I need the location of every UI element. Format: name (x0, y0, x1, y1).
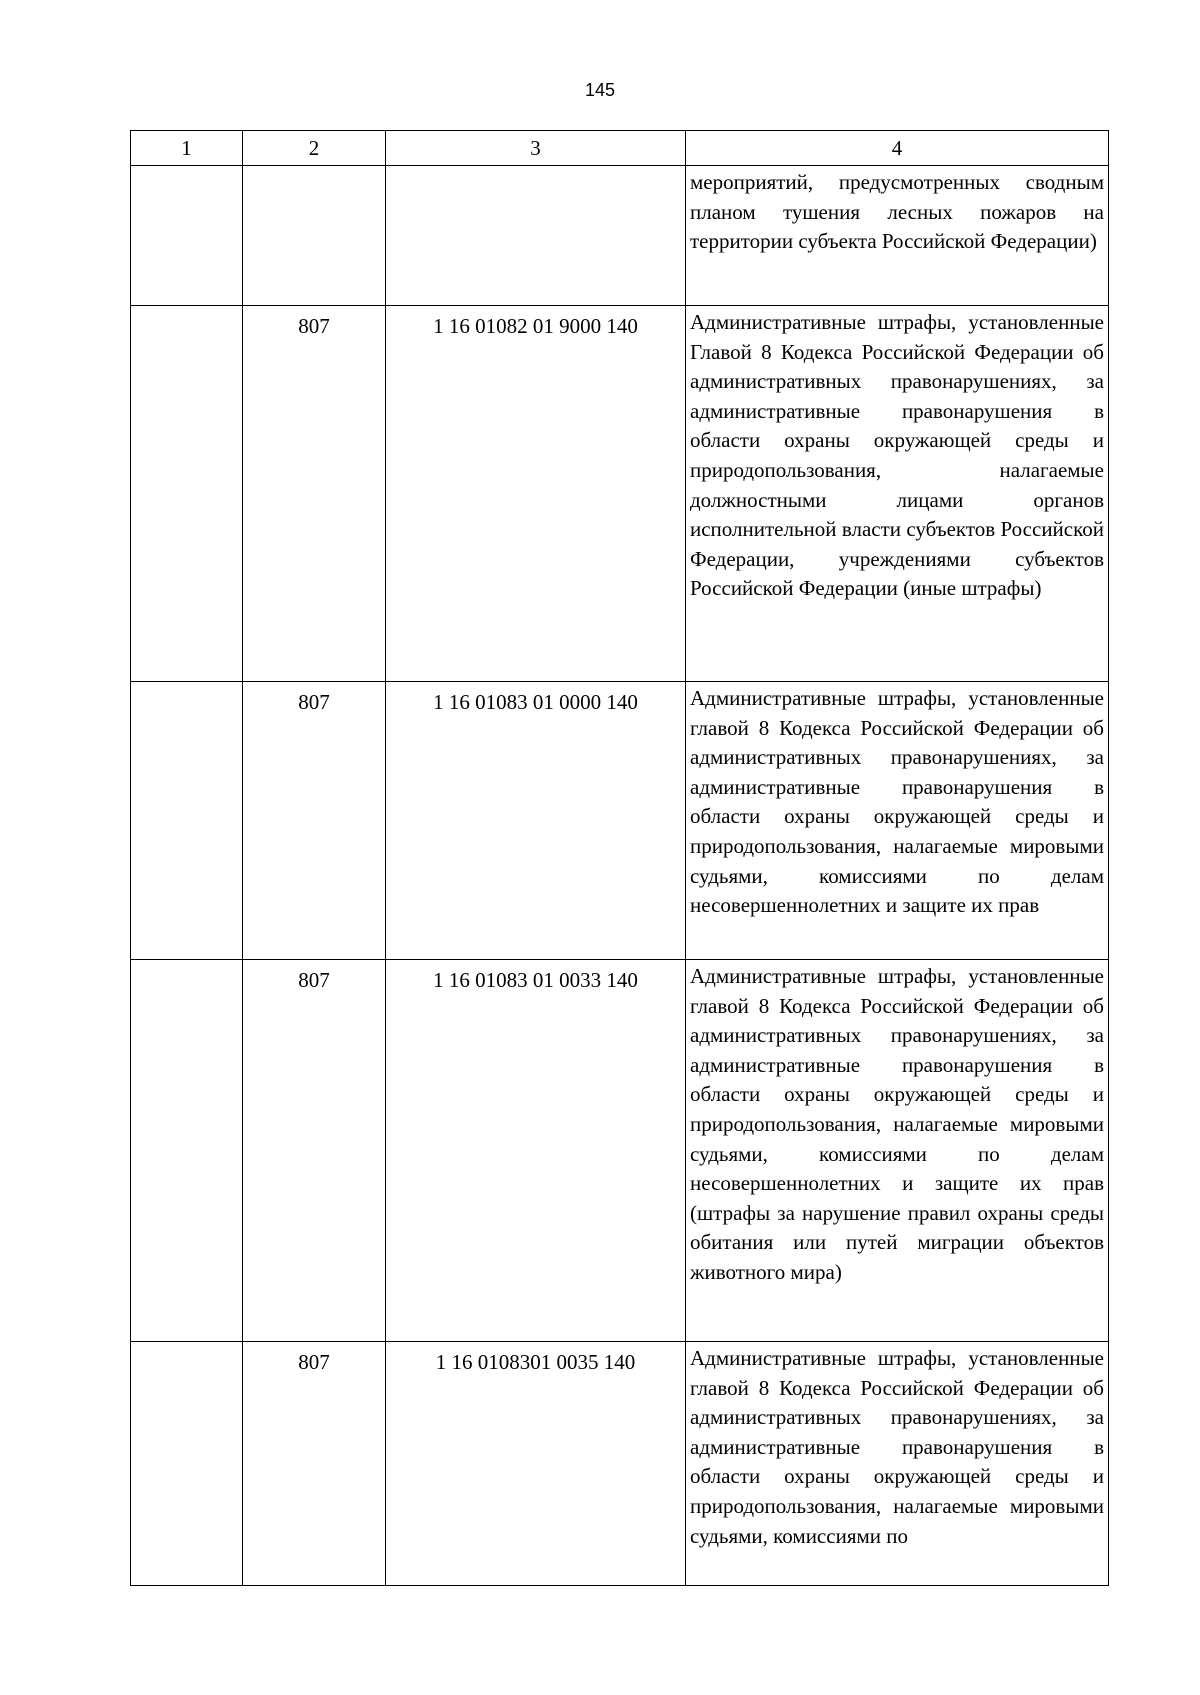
cell-revenue-code (386, 166, 686, 306)
cell-col1 (131, 306, 243, 682)
page-number: 145 (584, 80, 616, 100)
table-header-row (131, 131, 1109, 166)
cell-revenue-code: 1 16 01083 01 0000 140 (386, 682, 686, 960)
cell-description: Административные штрафы, установленные главой 8 Кодекса Российской Федерации об административных правонарушениях, за административные правонарушения в области охраны окружающей среды и природопользования, налагаемые мировыми судьями, комиссиями по (686, 1342, 1109, 1586)
cell-admin-code: 807 (243, 306, 386, 682)
cell-admin-code (243, 166, 386, 306)
cell-description: Административные штрафы, установленные Главой 8 Кодекса Российской Федерации об административных правонарушениях, за административные правонарушения в области охраны окружающей среды и природопользования, налагаемые должностными лицами органов исполнительной власти субъектов Российской Федерации, учреждениями субъектов Российской Федерации (иные штрафы) (686, 306, 1109, 682)
cell-admin-code: 807 (243, 960, 386, 1342)
table-row (131, 306, 1109, 682)
cell-description: мероприятий, предусмотренных сводным планом тушения лесных пожаров на территории субъекта Российской Федерации) (686, 166, 1109, 306)
table-row (131, 682, 1109, 960)
table-row (131, 166, 1109, 306)
table-row (131, 1342, 1109, 1586)
cell-revenue-code: 1 16 01083 01 0033 140 (386, 960, 686, 1342)
column-header-4: 4 (686, 131, 1109, 166)
cell-col1 (131, 166, 243, 306)
cell-description: Административные штрафы, установленные главой 8 Кодекса Российской Федерации об административных правонарушениях, за административные правонарушения в области охраны окружающей среды и природопользования, налагаемые мировыми судьями, комиссиями по делам несовершеннолетних и защите их прав (штрафы за нарушение правил охраны среды обитания или путей миграции объектов животного мира) (686, 960, 1109, 1342)
column-header-2: 2 (243, 131, 386, 166)
document-table (130, 130, 1109, 1586)
cell-col1 (131, 960, 243, 1342)
column-header-1: 1 (131, 131, 243, 166)
cell-col1 (131, 1342, 243, 1586)
cell-description: Административные штрафы, установленные главой 8 Кодекса Российской Федерации об административных правонарушениях, за административные правонарушения в области охраны окружающей среды и природопользования, налагаемые мировыми судьями, комиссиями по делам несовершеннолетних и защите их прав (686, 682, 1109, 960)
cell-revenue-code: 1 16 01082 01 9000 140 (386, 306, 686, 682)
column-header-3: 3 (386, 131, 686, 166)
cell-admin-code: 807 (243, 1342, 386, 1586)
cell-admin-code: 807 (243, 682, 386, 960)
cell-revenue-code: 1 16 0108301 0035 140 (386, 1342, 686, 1586)
table-row (131, 960, 1109, 1342)
cell-col1 (131, 682, 243, 960)
